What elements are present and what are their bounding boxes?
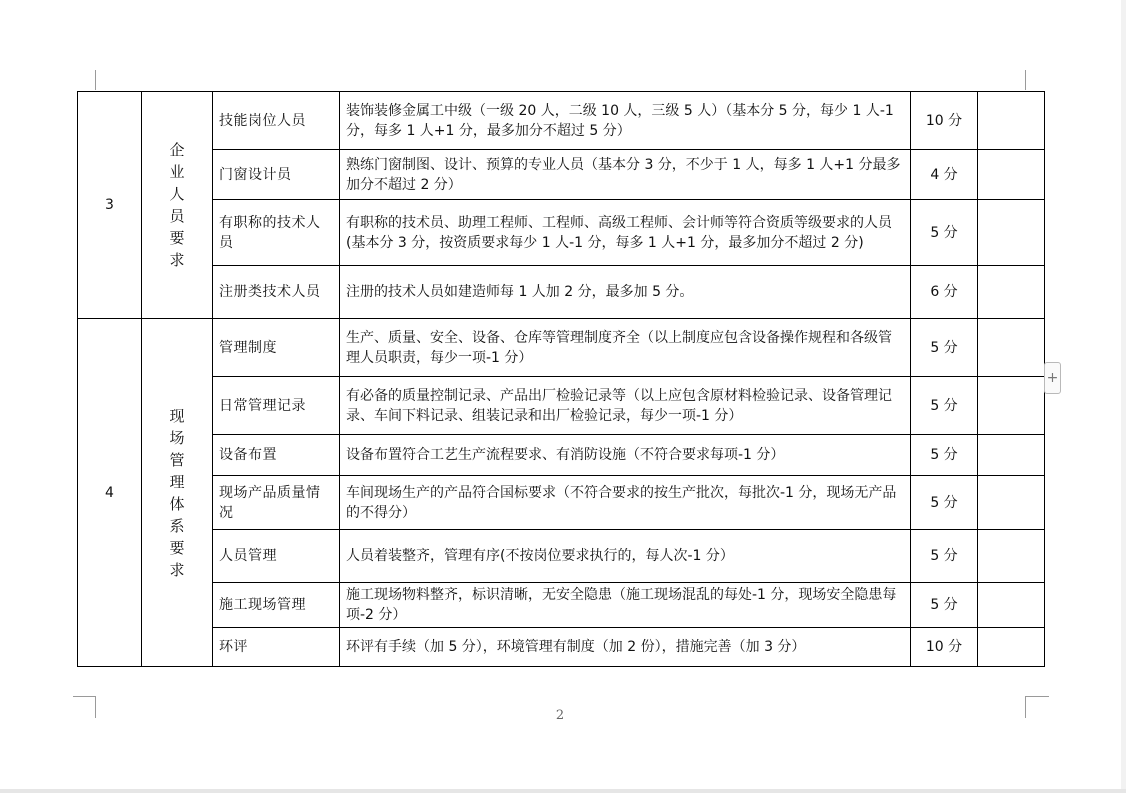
table-row xyxy=(78,435,1045,476)
item-description: 有职称的技术员、助理工程师、工程师、高级工程师、会计师等符合资质等级要求的人员(基本分 3 分，按资质要求每少 1 人-1 分，每多 1 人+1 分，最多加分不超过 2 分) xyxy=(340,200,911,266)
group-number: 4 xyxy=(78,319,142,667)
item-description: 有必备的质量控制记录、产品出厂检验记录等（以上应包含原材料检验记录、设备管理记录、车间下料记录、组装记录和出厂检验记录，每少一项-1 分） xyxy=(340,377,911,435)
table-row xyxy=(78,92,1045,150)
item-description: 人员着装整齐，管理有序(不按岗位要求执行的，每人次-1 分） xyxy=(340,530,911,583)
group-category xyxy=(142,319,213,667)
item-name: 环评 xyxy=(213,628,340,667)
item-description: 注册的技术人员如建造师每 1 人加 2 分，最多加 5 分。 xyxy=(340,266,911,319)
item-blank-cell xyxy=(978,583,1045,628)
table-row xyxy=(78,476,1045,530)
item-name: 设备布置 xyxy=(213,435,340,476)
item-blank-cell xyxy=(978,377,1045,435)
item-score: 5 分 xyxy=(911,583,978,628)
page-bottom-edge xyxy=(0,789,1126,793)
table-row xyxy=(78,266,1045,319)
item-score: 5 分 xyxy=(911,200,978,266)
table-row xyxy=(78,583,1045,628)
item-score: 5 分 xyxy=(911,530,978,583)
crop-mark xyxy=(73,696,95,697)
table-row xyxy=(78,628,1045,667)
item-score: 4 分 xyxy=(911,150,978,200)
table-row xyxy=(78,150,1045,200)
crop-mark xyxy=(95,696,96,718)
crop-mark xyxy=(95,70,96,90)
item-name: 日常管理记录 xyxy=(213,377,340,435)
table-row xyxy=(78,377,1045,435)
group-category-label: 现场管理体系要求 xyxy=(169,406,185,579)
item-description: 生产、质量、安全、设备、仓库等管理制度齐全（以上制度应包含设备操作规程和各级管理人员职责，每少一项-1 分） xyxy=(340,319,911,377)
item-blank-cell xyxy=(978,476,1045,530)
item-blank-cell xyxy=(978,150,1045,200)
item-name: 施工现场管理 xyxy=(213,583,340,628)
crop-mark xyxy=(1025,696,1026,718)
table-row xyxy=(78,530,1045,583)
group-category xyxy=(142,92,213,319)
add-row-button[interactable] xyxy=(1044,362,1061,394)
window-right-edge xyxy=(1121,0,1126,793)
group-number: 3 xyxy=(78,92,142,319)
item-name: 门窗设计员 xyxy=(213,150,340,200)
item-score: 5 分 xyxy=(911,476,978,530)
item-description: 车间现场生产的产品符合国标要求（不符合要求的按生产批次，每批次-1 分，现场无产品的不得分） xyxy=(340,476,911,530)
table-row xyxy=(78,200,1045,266)
item-description: 装饰装修金属工中级（一级 20 人，二级 10 人，三级 5 人）（基本分 5 分，每少 1 人-1 分，每多 1 人+1 分，最多加分不超过 5 分） xyxy=(340,92,911,150)
item-name: 注册类技术人员 xyxy=(213,266,340,319)
item-description: 熟练门窗制图、设计、预算的专业人员（基本分 3 分，不少于 1 人，每多 1 人+1 分最多加分不超过 2 分） xyxy=(340,150,911,200)
item-score: 5 分 xyxy=(911,319,978,377)
item-blank-cell xyxy=(978,628,1045,667)
scoring-table xyxy=(77,91,1045,667)
item-score: 5 分 xyxy=(911,435,978,476)
item-description: 设备布置符合工艺生产流程要求、有消防设施（不符合要求每项-1 分） xyxy=(340,435,911,476)
item-name: 现场产品质量情况 xyxy=(213,476,340,530)
crop-mark xyxy=(1025,696,1049,697)
item-blank-cell xyxy=(978,319,1045,377)
item-score: 6 分 xyxy=(911,266,978,319)
item-description: 施工现场物料整齐，标识清晰，无安全隐患（施工现场混乱的每处-1 分，现场安全隐患每项-2 分） xyxy=(340,583,911,628)
item-blank-cell xyxy=(978,530,1045,583)
page-number: 2 xyxy=(555,708,565,723)
item-description: 环评有手续（加 5 分），环境管理有制度（加 2 份），措施完善（加 3 分） xyxy=(340,628,911,667)
item-name: 技能岗位人员 xyxy=(213,92,340,150)
item-name: 管理制度 xyxy=(213,319,340,377)
item-blank-cell xyxy=(978,266,1045,319)
item-score: 5 分 xyxy=(911,377,978,435)
item-score: 10 分 xyxy=(911,92,978,150)
item-score: 10 分 xyxy=(911,628,978,667)
group-category-label: 企业人员要求 xyxy=(169,141,185,269)
item-name: 人员管理 xyxy=(213,530,340,583)
item-blank-cell xyxy=(978,92,1045,150)
item-name: 有职称的技术人员 xyxy=(213,200,340,266)
table-row xyxy=(78,319,1045,377)
crop-mark xyxy=(1025,70,1026,90)
item-blank-cell xyxy=(978,200,1045,266)
plus-icon: + xyxy=(1046,370,1059,386)
item-blank-cell xyxy=(978,435,1045,476)
